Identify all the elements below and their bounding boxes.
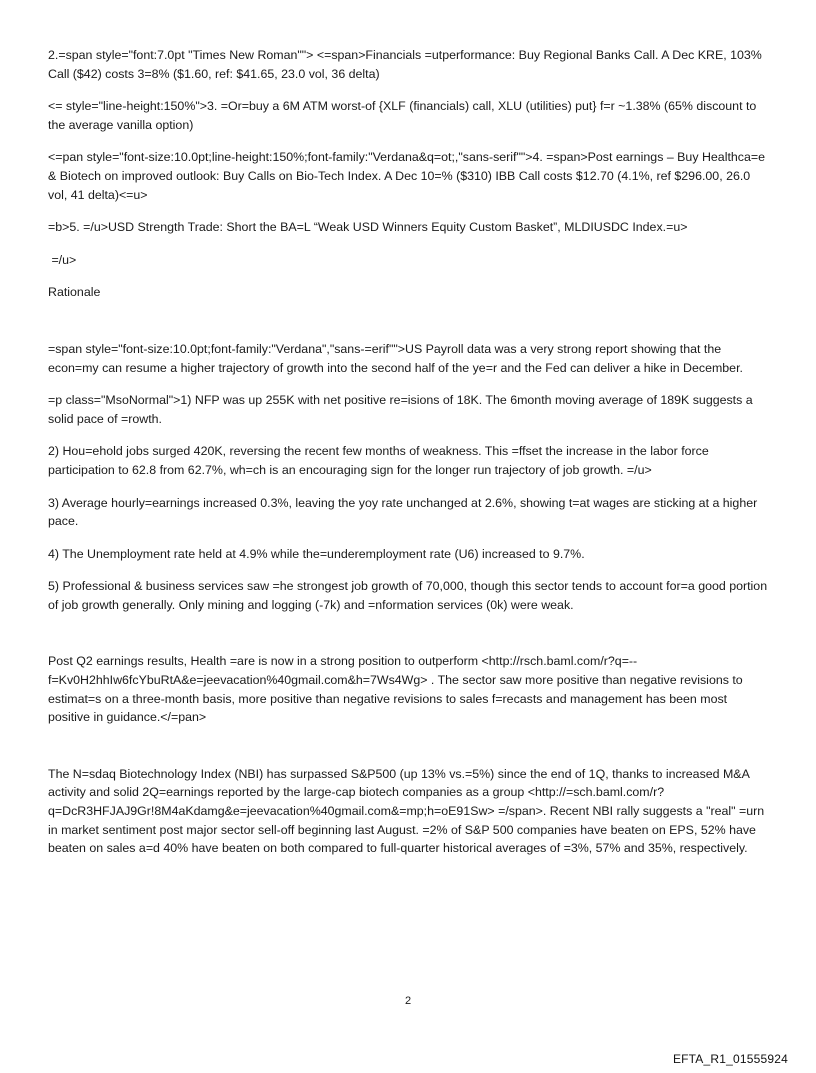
trade-idea-4: <=pan style="font-size:10.0pt;line-height:150%;font-family:"Verdana&q=ot;,"sans-serif"">4. =span>Post earnings – Buy Healthca=e & Biotech on improved outlook: Buy Calls on Bio-Tech Index. A Dec 10=% ($310) IBB Call costs $12.70 (4.1%, ref $296.00, 26.0 vol, 41 delta)<=u> (48, 150, 765, 202)
healthcare-paragraph: Post Q2 earnings results, Health =are is now in a strong position to outperform <http://rsch.baml.com/r?q=--f=Kv0H2hhIw6fcYbuRtA&e=jeevacation%40gmail.com&h=7Ws4Wg> . The sector saw more positive than negative revisions to estimat=s on a three-month basis, more positive than negative revisions to sales f=recasts and management has been most positive in guidance.</=pan> (48, 654, 743, 725)
payroll-point-3: 3) Average hourly=earnings increased 0.3%, leaving the yoy rate unchanged at 2.6%, showing t=at wages are sticking at a higher pace. (48, 495, 758, 529)
page-number: 2 (404, 995, 412, 1007)
stray-markup-line: =/u> (48, 252, 77, 267)
spacer (48, 628, 772, 652)
document-id-stamp: EFTA_R1_01555924 (672, 1052, 788, 1066)
biotech-paragraph: The N=sdaq Biotechnology Index (NBI) has surpassed S&P500 (up 13% vs.=5%) since the end of 1Q, thanks to increased M&A activity and solid 2Q=earnings reported by the large-cap biotech companies as a group <http://=sch.baml.com/r?q=DcR3HFJAJ9Gr!8M4aKdamg&e=jeevacation%40gmail.com&=mp;h=oE91Sw> =/span>. Recent NBI rally suggests a "real" =urn in market sentiment post major sector sell-off beginning last August. =2% of S&P 500 companies have beaten on EPS, 52% have beaten on sales a=d 40% have beaten on both compared to full-quarter historical averages of =3%, 57% and 35%, respectively. (48, 766, 765, 856)
payroll-point-2: 2) Hou=ehold jobs surged 420K, reversing the recent few months of weakness. This =ffset the increase in the labor force participation to 62.8 from 62.7%, wh=ch is an encouraging sign for the longer run trajectory of job growth. =/u> (48, 444, 709, 477)
payroll-point-5: 5) Professional & business services saw =he strongest job growth of 70,000, though this sector tends to account for=a good portion of job growth generally. Only mining and logging (-7k) and =nformation services (0k) were weak. (48, 579, 768, 612)
spacer (48, 316, 772, 340)
payroll-point-1: =p class="MsoNormal">1) NFP was up 255K with net positive re=isions of 18K. The 6month moving average of 189K suggests a solid pace of =rowth. (48, 393, 753, 426)
trade-idea-3: <= style="line-height:150%">3. =Or=buy a 6M ATM worst-of {XLF (financials) call, XLU (utilities) put} f=r ~1.38% (65% discount to the average vanilla option) (48, 99, 757, 132)
spacer (48, 741, 772, 765)
payroll-point-4: 4) The Unemployment rate held at 4.9% while the=underemployment rate (U6) increased to 9.7%. (48, 546, 585, 561)
trade-idea-5: =b>5. =/u>USD Strength Trade: Short the BA=L “Weak USD Winners Equity Custom Basket”, MLDIUSDC Index.=u> (48, 220, 688, 235)
trade-idea-2: 2.=span style="font:7.0pt "Times New Roman""> <=span>Financials =utperformance: Buy Regional Banks Call. A Dec KRE, 103% Call ($42) costs 3=8% ($1.60, ref: $41.65, 23.0 vol, 36 delta) (48, 48, 762, 81)
payroll-summary: =span style="font-size:10.0pt;font-family:"Verdana","sans-=erif"">US Payroll data was a very strong report showing that the econ=my can resume a higher trajectory of growth into the second half of the ye=r and the Fed can deliver a hike in December. (48, 341, 743, 375)
rationale-heading: Rationale (48, 285, 101, 300)
document-body (48, 46, 772, 872)
